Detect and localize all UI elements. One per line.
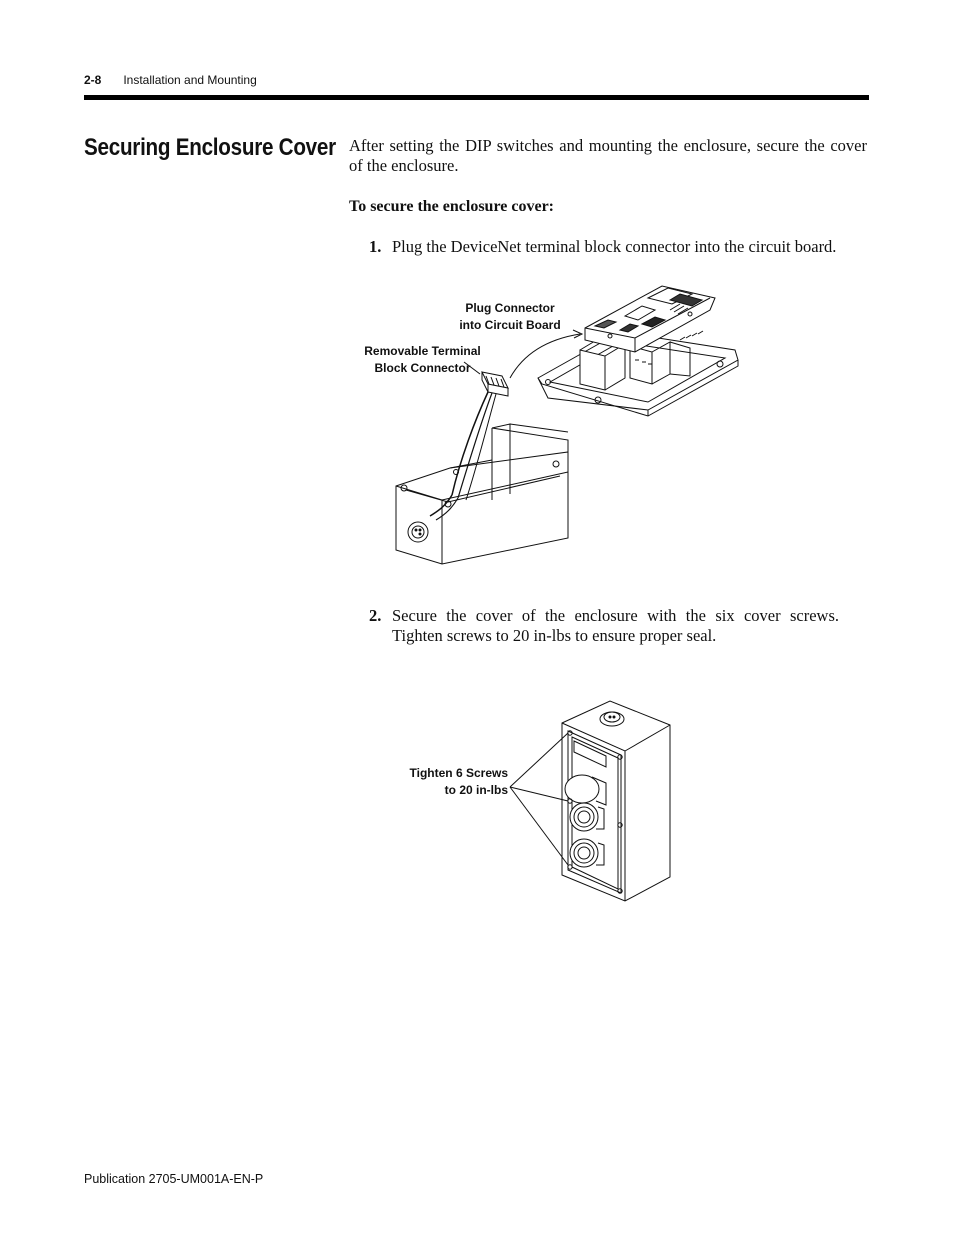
step-number: 2. <box>369 606 382 625</box>
section-title: Securing Enclosure Cover <box>84 134 336 161</box>
step-number: 1. <box>369 237 382 256</box>
figure-enclosure-cover <box>500 695 690 910</box>
callout-tighten-screws: Tighten 6 Screws to 20 in-lbs <box>409 766 508 797</box>
step-text: Secure the cover of the enclosure with the six cover screws. Tighten screws to 20 in-lbs to ensure proper seal. <box>392 606 839 645</box>
page-number: 2-8 <box>84 73 102 87</box>
intro-paragraph: After setting the DIP switches and mounting the enclosure, secure the cover of the enclosure. <box>349 136 867 175</box>
step-text: Plug the DeviceNet terminal block connector into the circuit board. <box>392 237 837 256</box>
page-header <box>84 73 257 87</box>
publication-footer: Publication 2705-UM001A-EN-P <box>84 1172 264 1186</box>
callout-terminal-block: Removable Terminal Block Connector <box>364 344 481 375</box>
header-rule <box>84 95 869 100</box>
chapter-title: Installation and Mounting <box>123 73 257 87</box>
step-2 <box>369 606 839 646</box>
procedure-title: To secure the enclosure cover: <box>349 198 554 215</box>
callout-plug-connector: Plug Connector into Circuit Board <box>459 301 561 332</box>
step-1 <box>369 237 839 257</box>
